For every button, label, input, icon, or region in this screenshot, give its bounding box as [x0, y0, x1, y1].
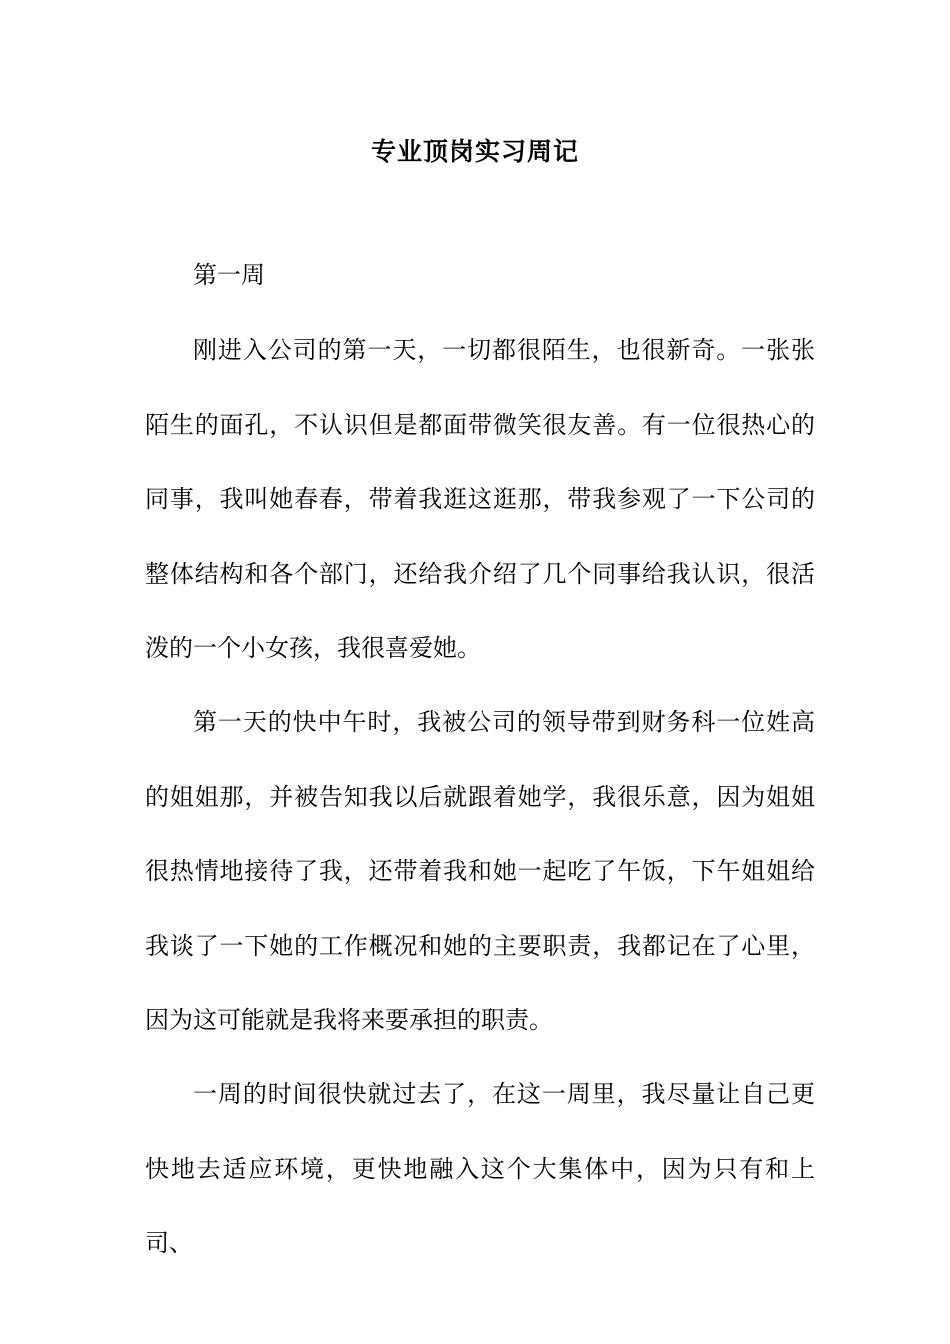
paragraph-2 — [145, 685, 815, 1058]
paragraph-1-text: 刚进入公司的第一天，一切都很陌生，也很新奇。一张张陌生的面孔，不认识但是都面带微笑很友善。有一位很热心的同事，我叫她春春，带着我逛这逛那，带我参观了一下公司的整体结构和各个部门，还给我介绍了几个同事给我认识，很活泼的一个小女孩，我很喜爱她。 — [145, 336, 815, 662]
paragraph-3 — [145, 1057, 815, 1281]
paragraph-2-text: 第一天的快中午时，我被公司的领导带到财务科一位姓高的姐姐那，并被告知我以后就跟着她学，我很乐意，因为姐姐很热情地接待了我，还带着我和她一起吃了午饭，下午姐姐给我谈了一下她的工作概况和她的主要职责，我都记在了心里，因为这可能就是我将来要承担的职责。 — [145, 708, 815, 1034]
paragraph-3-text: 一周的时间很快就过去了，在这一周里，我尽量让自己更快地去适应环境，更快地融入这个大集体中，因为只有和上司、 — [145, 1080, 815, 1257]
week-heading: 第一周 — [193, 261, 265, 289]
paragraph-1 — [145, 313, 815, 686]
document-title: 专业顶岗实习周记 — [370, 137, 579, 166]
